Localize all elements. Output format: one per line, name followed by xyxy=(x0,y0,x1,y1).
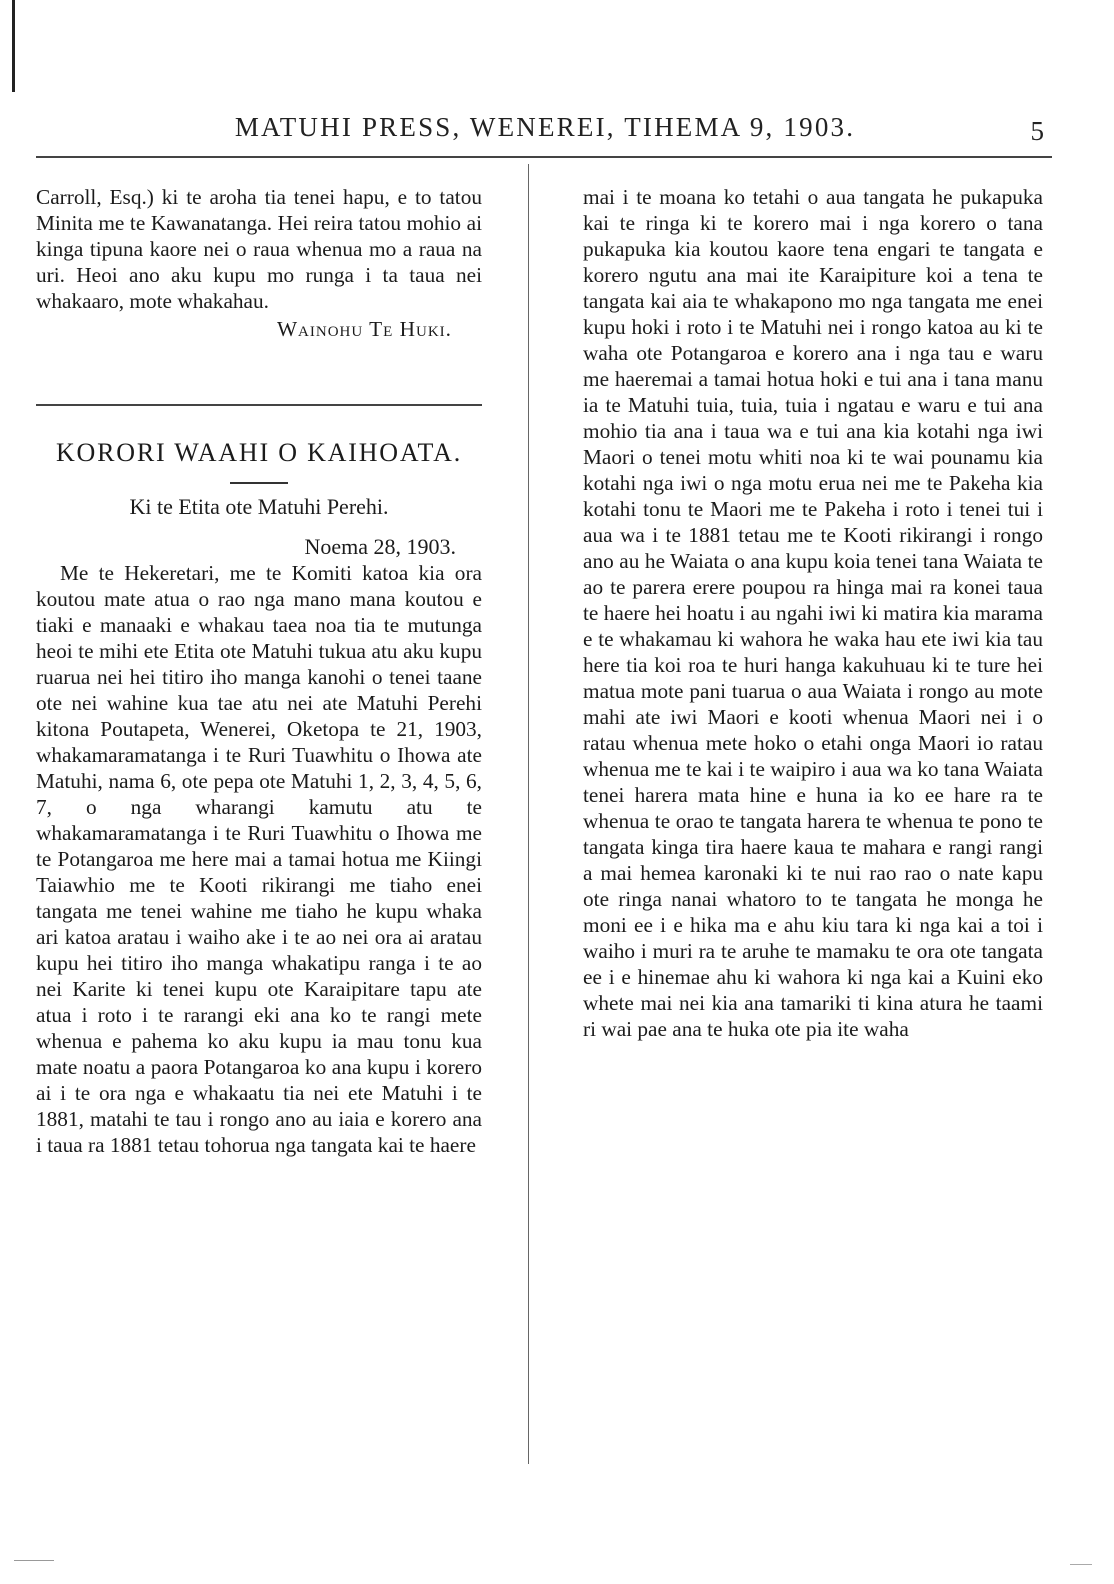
page-number: 5 xyxy=(1030,116,1044,146)
page-edge-mark xyxy=(14,1560,54,1561)
article-body-continued: mai i te moana ko tetahi o aua tangata he pukapuka kai te ringa ki te korero mai i nga korero o tana pukapuka kia koutou kaore tena engari te tangata e korero ngutu ana mai ite Karaipiture koi a tena te tangata kai aia te whakapono mo nga tangata me enei kupu hoki i roto i te Matuhi nei i rongo katoa au ki te waha ote Potangaroa e korero ana i nga tau e waru me haeremai a tamai hotua hoki e tui ana i tana manu ia te Matuhi tuia, tuia, tuia i ngatau e waru e tui ana mohio tia ana i taua wa e tui ana kia kotahi nga iwi Maori o tenei motu whiti noa ki te wai pounamu kia kotahi nga iwi o nga motu erua nei me te Pakeha kia kotahi tonu te Maori me te Pakeha i roto i tenei tui i aua wa i te 1881 tetau me te Kooti rikirangi i rongo ano au he Waiata o ana kupu koia tenei tana Waiata te ao te parera erere poupou ra hinga mai ra konei taua te haere hei hoatu i au ngahi iwi ki matira kia marama e te whakamau ki wahora he waka hau ete iwi kia tau here tia koi roa te huri hanga kakuhuau ki te ture hei matua mote pani tuarua o aua Waiata i rongo au mote mahi ate iwi Maori e kooti whenua Maori nei i o ratau whenua mete hoko o etahi onga Maori io ratau whenua me te kai i te waipiro i aua wa ko tana Waiata tenei harera mata hine e huna ia ko ee hare ra te whenua te orao te tangata harera te whenua te pono te tangata kinga tira haere kaua te mahara e rangi rangi a mai hemea karonaki ki te nui rao rao o nate kapu ote ringa nanai whatoro to te tangata he monga he moni ee i e hika ma e ahu kiu tara ki nga kai a toi i waiho i muri ra te aruhe te mamaku te ora ote tangata ee i e hinemae ahu ki wahora ki nga kai a Kuini eko whete mai nei kia ana tamariki ti kina atura he taami ri wai pae ana te huka ote pia ite waha xyxy=(583,185,1043,1041)
running-head xyxy=(38,112,1052,148)
article-dateline: Noema 28, 1903. xyxy=(304,534,456,559)
left-column xyxy=(36,184,482,1158)
page-edge-mark xyxy=(1070,1564,1092,1565)
article-byline: Ki te Etita ote Matuhi Perehi. xyxy=(129,494,389,519)
right-column xyxy=(583,184,1043,1042)
running-title: MATUHI PRESS, WENEREI, TIHEMA 9, 1903. xyxy=(234,112,856,142)
header-rule xyxy=(36,156,1052,158)
margin-binding-rule xyxy=(12,0,15,92)
column-divider xyxy=(528,164,529,1464)
section-rule xyxy=(36,404,482,406)
article-headline: KORORI WAAHI O KAIHOATA. xyxy=(55,438,463,467)
article-body: Me te Hekeretari, me te Komiti katoa kia ora koutou mate atua o rao nga mano mana koutou e tiaki e manaaki e whakau taea noa tia te mutunga heoi te mihi ete Etita ote Matuhi tukua atu aku kupu ruarua nei hei titiro iho manga kanohi o tenei taane ote nei wahine kua tae atu nei ate Matuhi Perehi kitona Poutapeta, Wenerei, Oketopa te 21, 1903, whakamaramatanga i te Ruri Tuawhitu o Ihowa ate Matuhi, nama 6, ote pepa ote Matuhi 1, 2, 3, 4, 5, 6, 7, o nga wharangi kamutu atu te whakamaramatanga i te Ruri Tuawhitu o Ihowa me te Potangaroa me here mai a tamai hotua me Kiingi Taiawhio me te Kooti rikirangi me tiaho enei tangata me tenei wahine me tiaho he kupu whaka ari katoa aratau i waiho ake i te ao nei ora ai aratau kupu hei titiro iho manga whakatipu ranga i te ao nei Karite ki tenei kupu ote Karaipitare tapu ate atua i roto i te rarangi eki ana ko te rangi mete whenua e pahema ko aku kupu ia mau tonu kua mate noatu a paora Potangaroa ko ana kupu i korero ai i te ora nga e whakaatu tia nei ete Matuhi i te 1881, matahi te tau i rongo ano au iaia e korero ana i taua ra 1881 tetau tohorua nga tangata kai te haere xyxy=(36,561,482,1157)
letter-signature: Wainohu Te Huki. xyxy=(276,317,452,341)
headline-rule xyxy=(230,482,288,484)
letter-ending: Carroll, Esq.) ki te aroha tia tenei hapu, e to tatou Minita me te Kawanatanga. Hei reira tatou mohio ai kinga tipuna kaore nei o raua whenua mo a raua na uri. Heoi ano aku kupu mo runga i ta taua nei whakaaro, mote whakahau. xyxy=(36,185,482,313)
